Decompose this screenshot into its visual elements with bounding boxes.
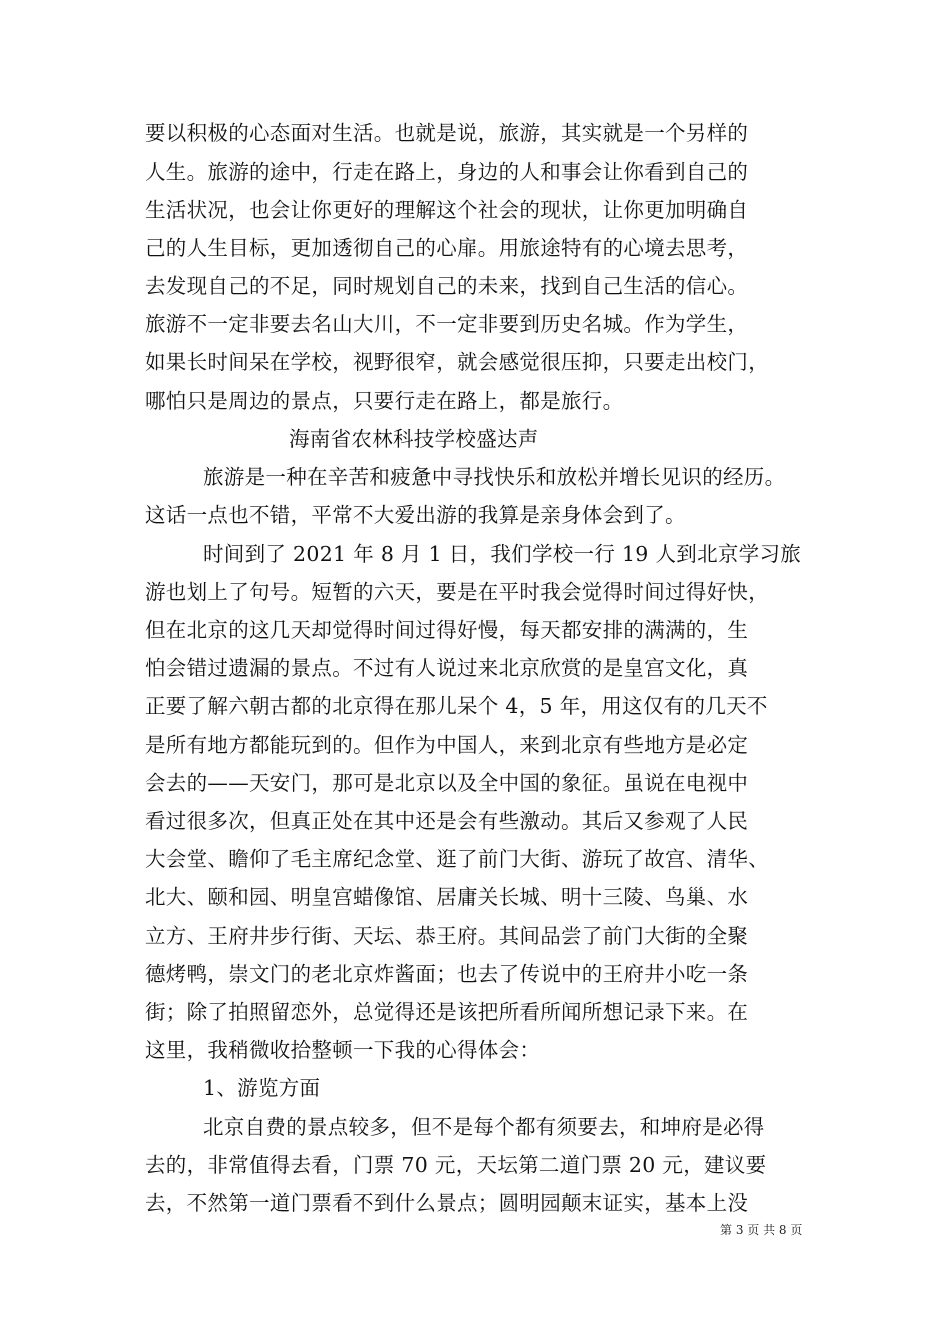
text-line: 人生。旅游的途中，行走在路上，身边的人和事会让你看到自己的 [145, 160, 749, 184]
text-line: 去，不然第一道门票看不到什么景点；圆明园颠末证实，基本上没 [145, 1191, 749, 1215]
author-line: 海南省农林科技学校盛达声 [289, 427, 539, 451]
text-line: 去的，非常值得去看，门票 70 元，天坛第二道门票 20 元，建议要 [145, 1153, 767, 1177]
page-number-footer: 第 3 页 共 8 页 [720, 1223, 803, 1237]
text-line: 北京自费的景点较多，但不是每个都有须要去，和坤府是必得 [203, 1115, 765, 1139]
text-line: 会去的——天安门，那可是北京以及全中国的象征。虽说在电视中 [145, 771, 749, 795]
text-line: 如果长时间呆在学校，视野很窄，就会感觉很压抑，只要走出校门， [145, 350, 769, 374]
text-line: 德烤鸭，崇文门的老北京炸酱面；也去了传说中的王府井小吃一条 [145, 962, 749, 986]
text-line: 这里，我稍微收拾整顿一下我的心得体会： [145, 1038, 541, 1062]
text-line: 看过很多次，但真正处在其中还是会有些激动。其后又参观了人民 [145, 809, 749, 833]
text-line: 立方、王府井步行街、天坛、恭王府。其间品尝了前门大街的全聚 [145, 924, 749, 948]
text-line: 旅游是一种在辛苦和疲惫中寻找快乐和放松并增长见识的经历。 [203, 465, 786, 489]
text-line: 是所有地方都能玩到的。但作为中国人，来到北京有些地方是必定 [145, 733, 749, 757]
text-line: 去发现自己的不足，同时规划自己的未来，找到自己生活的信心。 [145, 274, 749, 298]
text-line: 游也划上了句号。短暂的六天，要是在平时我会觉得时间过得好快， [145, 580, 769, 604]
text-line: 北大、颐和园、明皇宫蜡像馆、居庸关长城、明十三陵、鸟巢、水 [145, 885, 749, 909]
text-line: 生活状况，也会让你更好的理解这个社会的现状，让你更加明确自 [145, 198, 749, 222]
section-heading: 1、游览方面 [203, 1076, 321, 1100]
text-line: 但在北京的这几天却觉得时间过得好慢，每天都安排的满满的，生 [145, 618, 749, 642]
text-line: 己的人生目标，更加透彻自己的心扉。用旅途特有的心境去思考， [145, 236, 749, 260]
text-line: 正要了解六朝古都的北京得在那儿呆个 4，5 年，用这仅有的几天不 [145, 694, 768, 718]
text-line: 这话一点也不错，平常不大爱出游的我算是亲身体会到了。 [145, 503, 686, 527]
text-line: 街；除了拍照留恋外，总觉得还是该把所看所闻所想记录下来。在 [145, 1000, 749, 1024]
text-line: 怕会错过遗漏的景点。不过有人说过来北京欣赏的是皇宫文化，真 [145, 656, 749, 680]
text-line: 哪怕只是周边的景点，只要行走在路上，都是旅行。 [145, 389, 624, 413]
text-line: 时间到了 2021 年 8 月 1 日，我们学校一行 19 人到北京学习旅 [203, 542, 802, 566]
text-line: 要以积极的心态面对生活。也就是说，旅游，其实就是一个另样的 [145, 121, 749, 145]
text-line: 旅游不一定非要去名山大川，不一定非要到历史名城。作为学生， [145, 312, 749, 336]
text-line: 大会堂、瞻仰了毛主席纪念堂、逛了前门大街、游玩了故宫、清华、 [145, 847, 769, 871]
